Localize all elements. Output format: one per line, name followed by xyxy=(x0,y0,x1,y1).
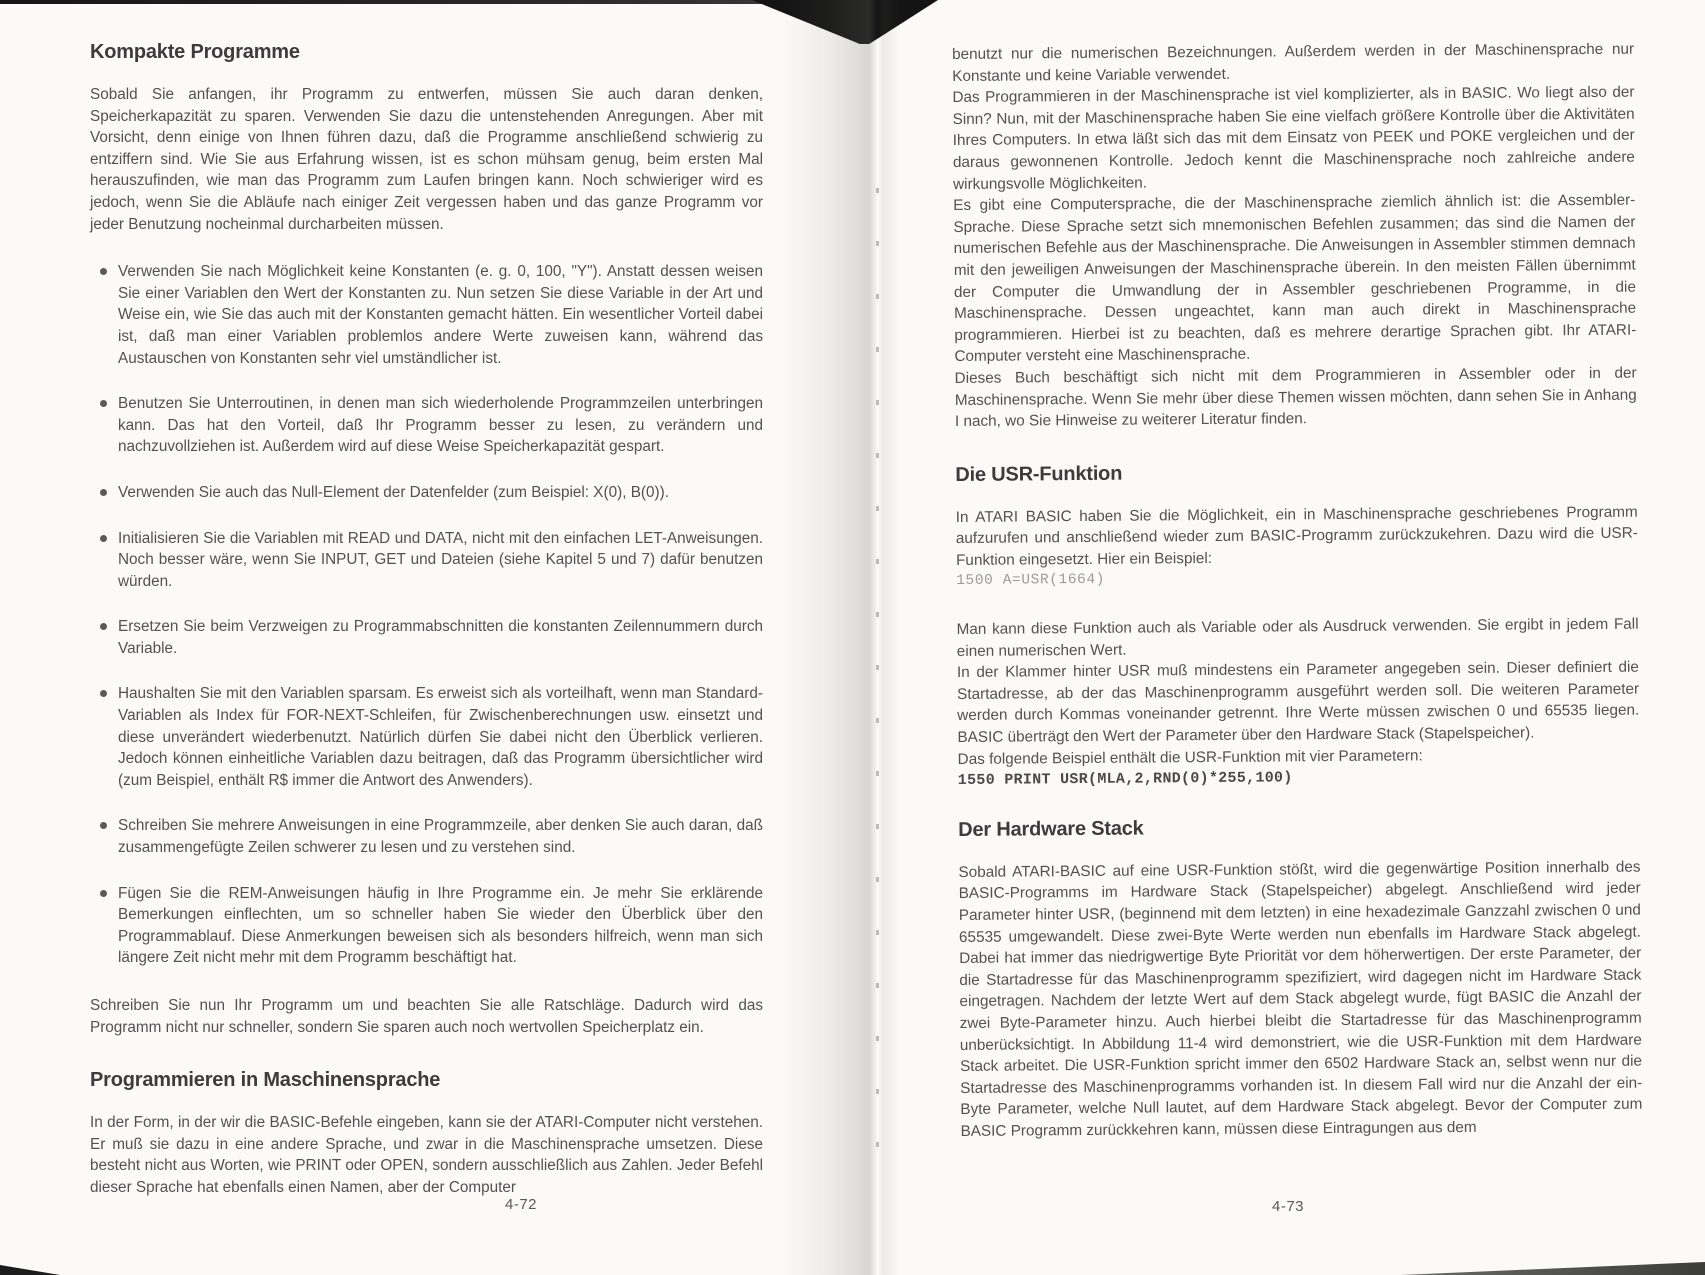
usr-paragraph: In der Klammer hinter USR muß mindestens ein Parameter angegeben sein. Dieser definiert die Startadresse, ab der das Maschinenprogramm ausgeführt werden soll. Die weiteren Parameter werden durch Kommas voneinander getrennt. Ihre Werte müssen zwischen 0 und 65535 liegen. BASIC überträgt den Wert der Parameter über den Hardware Stack (Stapelspeicher). xyxy=(956,658,1640,747)
continuation-paragraph: Das Programmieren in der Maschinensprache ist viel komplizierter, als in BASIC. Wo liegt also der Sinn? Nun, mit der Maschinensprache haben Sie eine vielfach größere Kontrolle über die Aktivitäten Ihres Computers. In etwa läßt sich das mit dem Einsatz von PEEK und POKE vergleichen und der daraus gewonnenen Kontrolle. Jedoch kennt die Maschinensprache noch zahlreiche andere wirkungsvolle Möglichkeiten. xyxy=(952,83,1635,193)
bullet-list xyxy=(90,261,763,969)
bullet-dot-icon xyxy=(100,268,107,275)
right-page xyxy=(952,39,1643,1143)
page-number-left: 4-72 xyxy=(505,1196,538,1213)
scan-top-edge-shadow xyxy=(0,0,818,4)
bullet-item xyxy=(90,815,763,858)
continuation-paragraph: Es gibt eine Computersprache, die der Maschinensprache ziemlich ähnlich ist: die Assembler-Sprache. Diese Sprache setzt sich mnemonischen Befehlen zusammen; das sind die Namen der numerischen Befehle aus der Maschinensprache. Die Anweisungen in Assembler stimmen demnach mit den jeweiligen Anweisungen der Maschinensprache überein. In den meisten Fällen übernimmt der Computer die Umwandlung der in Assembler geschriebenen Programme, in die Maschinensprache. Dessen ungeachtet, kann man auch direkt in Maschinensprache programmieren. Hierbei ist zu beachten, daß es mehrere derartige Sprachen gibt. Ihr ATARI-Computer versteht eine Maschinensprache. xyxy=(953,191,1637,366)
left-page xyxy=(90,40,763,1199)
bullet-item xyxy=(90,393,763,458)
bullet-item xyxy=(90,482,763,504)
bullet-text: Schreiben Sie mehrere Anweisungen in eine Programmzeile, aber denken Sie auch daran, daß zusammengefügte Zeilen schwerer zu lesen und zu verstehen sind. xyxy=(118,817,763,857)
scan-bottom-right-corner xyxy=(1400,1262,1705,1275)
hardware-stack-paragraph: Sobald ATARI-BASIC auf eine USR-Funktion stößt, wird die gegenwärtige Position innerhalb des BASIC-Programms im Hardware Stack (Stapelspeicher) abgelegt. Anschließend wird jeder Parameter hinter USR, (beginnend mit dem letzten) in eine hexadezimale Ganzzahl zwischen 0 und 65535 umgewandelt. Diese zwei-Byte Werte werden nun ebenfalls im Hardware Stack abgelegt. Dabei hat immer das niedrigwertige Byte Priorität vor dem höherwertigen. Der erste Parameter, der die Startadresse für das Maschinenprogramm spezifiziert, wird dagegen nicht im Hardware Stack eingetragen. Nachdem der letzte Wert auf dem Stack abgelegt wurde, fügt BASIC die Anzahl der zwei Byte-Parameter hinzu. Auch hierbei bleibt die Startadresse für das Maschinenprogramm unberücksichtigt. In Abbildung 11-4 wird demonstriert, wie die USR-Funktion mit dem Hardware Stack arbeitet. Die USR-Funktion spricht immer den 6502 Hardware Stack an, selbst wenn nur die Startadresse des Maschinenprogramms vorhanden ist. In diesem Fall wird nur die Anzahl der ein-Byte Parameter, welche Null lautet, auf dem Hardware Stack abgelegt. Bevor der Computer zum BASIC Programm zurückkehren kann, müssen diese Eintragungen aus dem xyxy=(958,858,1643,1140)
bullet-dot-icon xyxy=(100,690,107,697)
bullet-dot-icon xyxy=(100,890,107,897)
page-number-right: 4-73 xyxy=(1272,1198,1305,1215)
closing-paragraph: Schreiben Sie nun Ihr Programm um und beachten Sie alle Ratschläge. Dadurch wird das Programm nicht nur schneller, sondern Sie sparen auch noch wertvollen Speicherplatz ein. xyxy=(90,997,763,1036)
section-heading-maschinensprache: Programmieren in Maschinensprache xyxy=(90,1069,441,1092)
continuation-paragraph: benutzt nur die numerischen Bezeichnungen. Außerdem werden in der Maschinensprache nur Konstante und keine Variable verwendet. xyxy=(952,40,1635,85)
usr-paragraph: Das folgende Beispiel enthält die USR-Funktion mit vier Parametern: xyxy=(957,746,1423,768)
section-heading-kompakte-programme: Kompakte Programme xyxy=(90,41,300,63)
bullet-text: Verwenden Sie auch das Null-Element der Datenfelder (zum Beispiel: X(0), B(0)). xyxy=(118,483,669,501)
intro-paragraph: Sobald Sie anfangen, ihr Programm zu entwerfen, müssen Sie auch daran denken, Speicherkapazität zu sparen. Verwenden Sie dazu die untenstehenden Anregungen. Aber mit Vorsicht, denn einige von Ihnen führen dazu, daß die Programme anschließend schwierig zu entziffern sind. Wie Sie aus Erfahrung wissen, ist es schon mühsam genug, beim ersten Mal herauszufinden, wie man das Programm zum Laufen bringen kann. Noch schwieriger wird es jedoch, wenn Sie die Abläufe nach einiger Zeit vergessen haben und das ganze Programm vor jeder Benutzung nocheinmal durcharbeiten müssen. xyxy=(90,86,763,233)
basic-code-line-1500: 1500 A=USR(1664) xyxy=(956,572,1106,590)
bullet-item xyxy=(90,528,763,593)
bullet-dot-icon xyxy=(100,822,107,829)
bullet-text: Haushalten Sie mit den Variablen sparsam. Es erweist sich als vorteilhaft, wenn man Standard-Variablen als Index für FOR-NEXT-Schleifen, für Zwischenberechnungen usw. einsetzt und diese unverändert wiederbenutzt. Natürlich dürfen Sie dabei nicht den Überblick verlieren. Jedoch können einheitliche Variablen dazu beitragen, daß das Programm übersichtlicher wird (zum Beispiel, enthält R$ immer die Antwort des Anwenders). xyxy=(118,685,763,789)
basic-code-line-1550: 1550 PRINT USR(MLA,2,RND(0)*255,100) xyxy=(957,769,1293,790)
bullet-item xyxy=(90,616,763,659)
bullet-item xyxy=(90,261,763,369)
bullet-dot-icon xyxy=(100,400,107,407)
section-heading-hardware-stack: Der Hardware Stack xyxy=(958,817,1144,841)
usr-intro-paragraph: In ATARI BASIC haben Sie die Möglichkeit, ein in Maschinensprache geschriebenes Programm aufzurufen und anschließend wieder zum BASIC-Programm zurückzukehren. Dazu wird die USR-Funktion eingesetzt. Hier ein Beispiel: xyxy=(955,503,1638,569)
scan-bottom-left-corner xyxy=(0,1265,60,1275)
continuation-paragraph: Dieses Buch beschäftigt sich nicht mit dem Programmieren in Assembler oder in der Maschinensprache. Wenn Sie mehr über diese Themen wissen möchten, dann sehen Sie in Anhang I nach, wo Sie Hinweise zu weiterer Literatur finden. xyxy=(954,364,1637,431)
bullet-text: Benutzen Sie Unterroutinen, in denen man sich wiederholende Programmzeilen unterbringen kann. Das hat den Vorteil, daß Ihr Programm besser zu lesen, zu verändern und nachzuvollziehen ist. Außerdem wird auf diese Weise Speicherkapazität gespart. xyxy=(118,395,763,456)
bullet-dot-icon xyxy=(100,489,107,496)
usr-paragraph: Man kann diese Funktion auch als Variable oder als Ausdruck verwenden. Sie ergibt in jedem Fall einen numerischen Wert. xyxy=(956,615,1639,660)
bullet-text: Verwenden Sie nach Möglichkeit keine Konstanten (e. g. 0, 100, "Y"). Anstatt dessen weisen Sie einer Variablen den Wert der Konstanten zu. Nun setzen Sie diese Variable in der Art und Weise ein, wie Sie das auch mit der Konstanten gemacht hätten. Ein wesentlicher Vorteil dabei ist, daß man einer Variablen problemlos andere Werte zuweisen kann, während das Austauschen von Konstanten sehr viel umständlicher ist. xyxy=(118,263,763,367)
bullet-dot-icon xyxy=(100,623,107,630)
bullet-item xyxy=(90,883,763,969)
binding-gutter-shadow xyxy=(782,0,900,1275)
page-edge-ticks xyxy=(876,140,879,1150)
bullet-text: Fügen Sie die REM-Anweisungen häufig in Ihre Programme ein. Je mehr Sie erklärende Bemerkungen einflechten, um so schneller haben Sie wieder den Überblick über den Programmablauf. Diese Anmerkungen beweisen sich als besonders hilfreich, wenn man sich längere Zeit nicht mehr mit dem Programm beschäftigt hat. xyxy=(118,884,763,967)
bullet-text: Ersetzen Sie beim Verzweigen zu Programmabschnitten die konstanten Zeilennummern durch Variable. xyxy=(118,618,763,657)
machine-language-paragraph: In der Form, in der wir die BASIC-Befehle eingeben, kann sie der ATARI-Computer nicht verstehen. Er muß sie dazu in eine andere Sprache, und zwar in die Maschinensprache umsetzen. Diese besteht nicht aus Worten, wie PRINT oder OPEN, sondern ausschließlich aus Zahlen. Jeder Befehl dieser Sprache hat ebenfalls einen Namen, aber der Computer xyxy=(90,1114,763,1196)
bullet-item xyxy=(90,683,763,791)
section-heading-usr-funktion: Die USR-Funktion xyxy=(955,462,1123,486)
bullet-text: Initialisieren Sie die Variablen mit READ und DATA, nicht mit den einfachen LET-Anweisungen. Noch besser wäre, wenn Sie INPUT, GET und Dateien (siehe Kapitel 5 und 7) dafür benutzen würden. xyxy=(118,529,763,590)
bullet-dot-icon xyxy=(100,535,107,542)
